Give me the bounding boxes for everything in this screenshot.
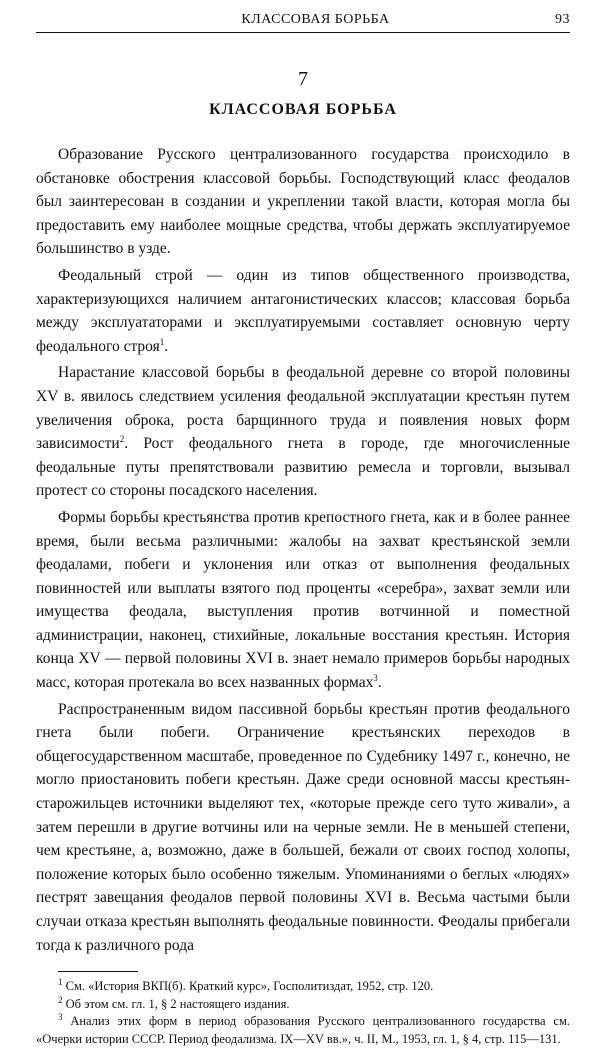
- paragraph-4: Формы борьбы крестьянства против крепостного гнета, как и в более раннее время, были весьма различными: жалобы на захват крестьянской земли феодалами, побеги и уклонения или отказ от выполнения феодальных повинностей или выплаты взятого под проценты «серебра», захват земли или имущества феодала, выступления против вотчинной и поместной администрации, наконец, стихийные, локальные восстания крестьян. История конца XV — первой половины XVI в. знает немало примеров борьбы народных масс, которая протекала во всех названных формах$^3$.: [36, 508, 570, 692]
- footnote-ref-3[interactable]: 3: [373, 672, 378, 683]
- running-header: [36, 12, 570, 30]
- footnote-ref-2[interactable]: 2: [119, 433, 125, 444]
- footnote-3: $^3$ Анализ этих форм в период образования Русского централизованного государства см. «Очерки истории СССР. Период феодализма. IX—XV вв.», ч. II, М., 1953, гл. 1, § 4, стр. 115—131.: [36, 1012, 570, 1046]
- footnote-1: $^1$ См. «История ВКП(б). Краткий курс», Госполитиздат, 1952, стр. 120.: [58, 977, 434, 994]
- chapter-number: 7: [298, 68, 308, 90]
- header-rule: [36, 32, 570, 33]
- footnote-ref-1[interactable]: 1: [159, 336, 165, 347]
- paragraph-1: Образование Русского централизованного государства происходило в обстановке обострения классовой борьбы. Господствующий класс феодалов был заинтересован в создании и укреплении такой власти, которая могла бы предоставить ему наиболее мощные средства, чтобы держать эксплуатируемое большинство в узде.: [36, 146, 570, 258]
- body-text: [36, 143, 570, 957]
- chapter-title: КЛАССОВАЯ БОРЬБА: [209, 101, 397, 118]
- paragraph-5: Распространенным видом пассивной борьбы крестьян против феодального гнета были побеги. Ограничение крестьянских переходов в общегосударственном масштабе, проведенное по Судебнику 1497 г., конечно, не могло приостановить побеги крестьян. Даже среди основной массы крестьян-старожильцев источники выделяют тех, «которые прежде сего туто живали», а затем перешли в другие вотчины или на черные земли. Не в меньшей степени, чем крестьяне, а, возможно, даже в большей, бежали от своих господ холопы, положение которых было особенно тяжелым. Упоминаниями о беглых «людях» пестрят завещания феодалов первой половины XVI в. Весьма частыми были случаи отказа крестьян выполнять феодальные повинности. Феодалы прибегали тогда к различного рода: [36, 700, 570, 954]
- page-number: 93: [555, 12, 570, 27]
- paragraph-2: Феодальный строй — один из типов общественного производства, характеризующихся наличием антагонистических классов; классовая борьба между эксплуататорами и эксплуатируемыми составляет основную черту феодального строя$^1$.: [36, 266, 570, 355]
- paragraph-3: Нарастание классовой борьбы в феодальной деревне со второй половины XV в. явилось следствием усиления феодальной эксплуатации крестьян путем увеличения оброка, роста барщинного труда и появления новых форм зависимости$^2$. Рост феодального гнета в городе, где многочисленные феодальные путы препятствовали развитию ремесла и торговли, вызывал протест со стороны посадского населения.: [36, 364, 571, 500]
- running-title: КЛАССОВАЯ БОРЬБА: [241, 12, 390, 27]
- footnote-rule: [58, 971, 138, 972]
- footnotes: [36, 978, 570, 1048]
- footnote-2: $^2$ Об этом см. гл. 1, § 2 настоящего издания.: [58, 994, 290, 1011]
